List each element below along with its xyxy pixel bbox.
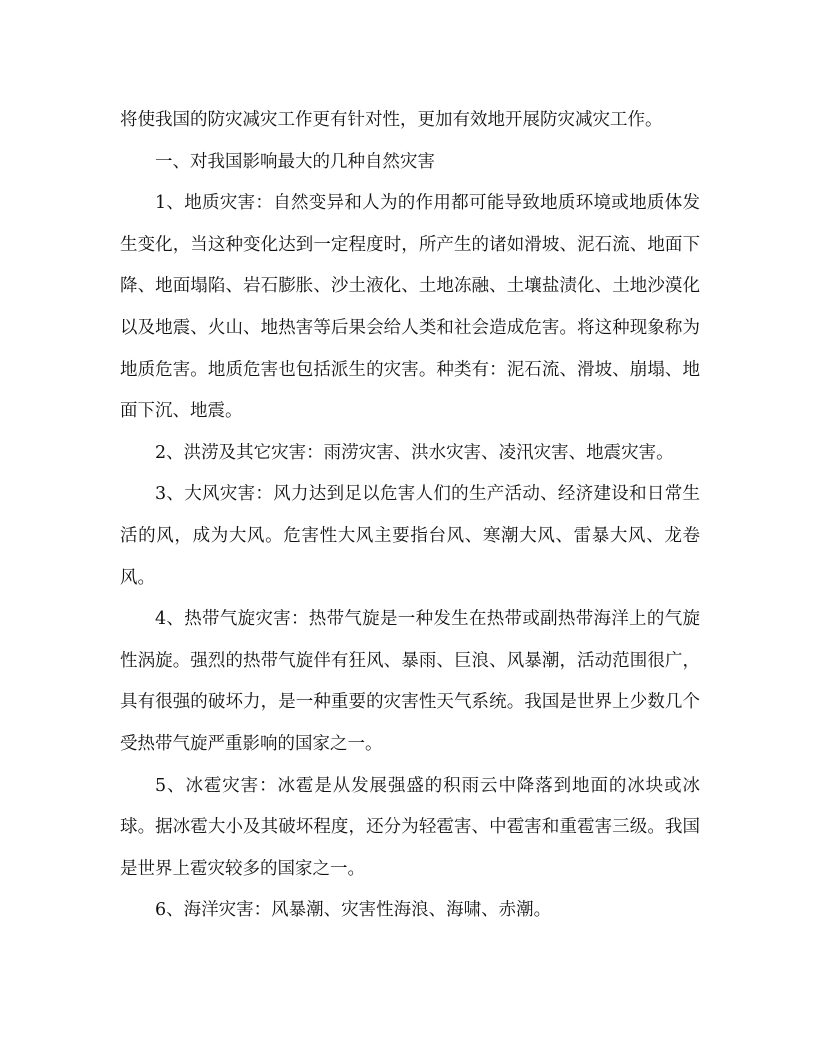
document-body <box>120 100 700 932</box>
section-heading: 一、对我国影响最大的几种自然灾害 <box>155 151 435 172</box>
paragraph-wind-disasters: 3、大风灾害：风力达到足以危害人们的生产活动、经济建设和日常生活的风，成为大风。危害性大风主要指台风、寒潮大风、雷暴大风、龙卷风。 <box>120 484 700 588</box>
paragraph-flood-disasters: 2、洪涝及其它灾害：雨涝灾害、洪水灾害、凌汛灾害、地震灾害。 <box>155 442 674 463</box>
paragraph-tropical-cyclone-disasters: 4、热带气旋灾害：热带气旋是一种发生在热带或副热带海洋上的气旋性涡旋。强烈的热带气旋伴有狂风、暴雨、巨浪、风暴潮，活动范围很广，具有很强的破坏力，是一种重要的灾害性天气系统。我国是世界上少数几个受热带气旋严重影响的国家之一。 <box>120 609 700 754</box>
paragraph-intro-continuation: 将使我国的防灾减灾工作更有针对性，更加有效地开展防灾减灾工作。 <box>120 110 663 130</box>
paragraph-hail-disasters: 5、冰雹灾害：冰雹是从发展强盛的积雨云中降落到地面的冰块或冰球。据冰雹大小及其破坏程度，还分为轻雹害、中雹害和重雹害三级。我国是世界上雹灾较多的国家之一。 <box>120 775 700 879</box>
paragraph-geological-disasters: 1、地质灾害：自然变异和人为的作用都可能导致地质环境或地质体发生变化，当这种变化达到一定程度时，所产生的诸如滑坡、泥石流、地面下降、地面塌陷、岩石膨胀、沙土液化、土地冻融、土壤盐渍化、土地沙漠化以及地震、火山、地热害等后果会给人类和社会造成危害。将这种现象称为地质危害。地质危害也包括派生的灾害。种类有：泥石流、滑坡、崩塌、地面下沉、地震。 <box>120 193 700 422</box>
paragraph-ocean-disasters: 6、海洋灾害：风暴潮、灾害性海浪、海啸、赤潮。 <box>155 900 552 921</box>
